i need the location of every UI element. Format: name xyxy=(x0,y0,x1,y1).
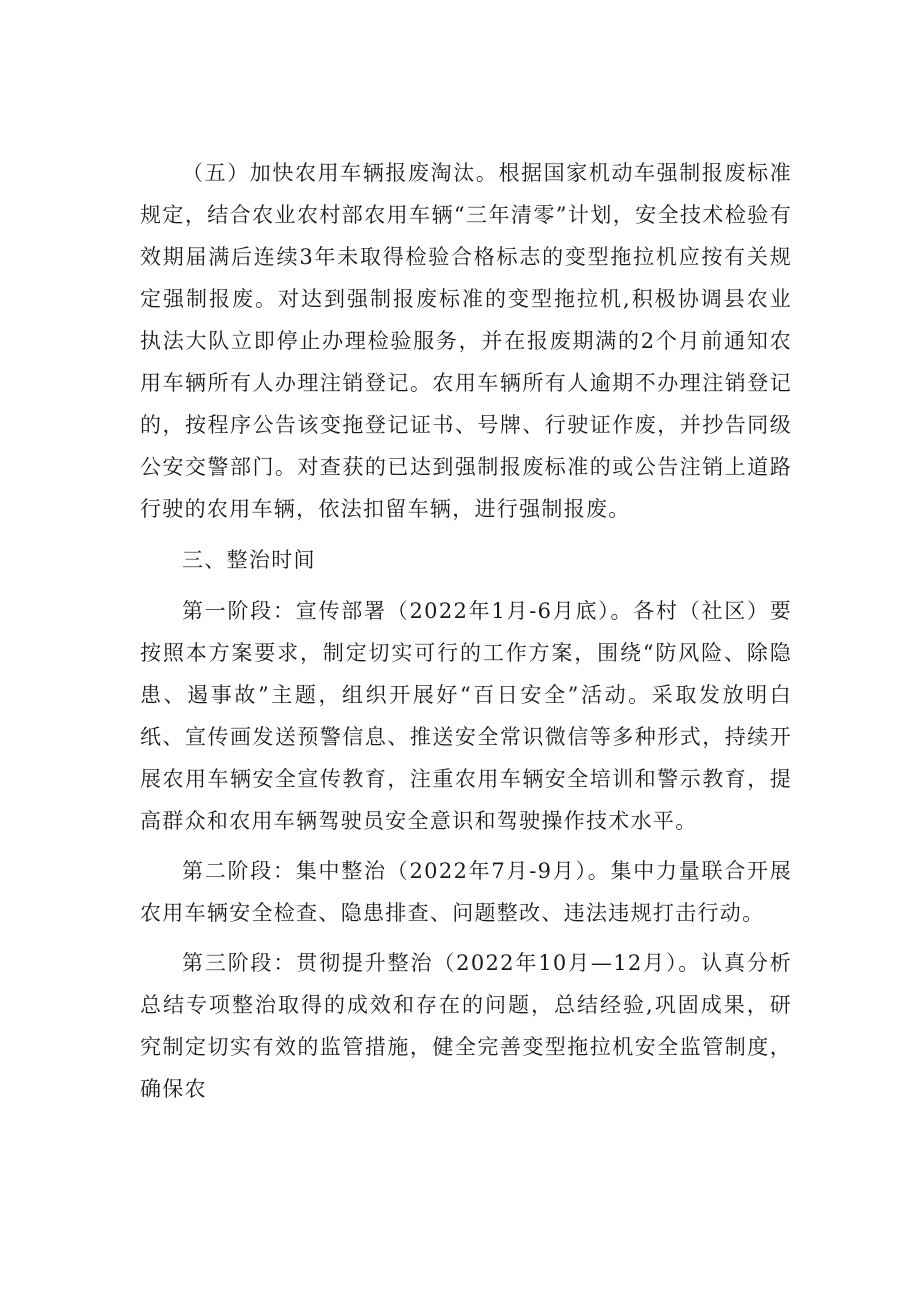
spacer xyxy=(140,842,792,850)
paragraph-phase-three: 第三阶段：贯彻提升整治（2022年10月—12月）。认真分析总结专项整治取得的成效和存在的问题，总结经验,巩固成果，研究制定切实有效的监管措施，健全完善变型拖拉机安全监管制度，确保农 xyxy=(140,951,792,1101)
paragraph-vehicle-scrapping: （五）加快农用车辆报废淘汰。根据国家机动车强制报废标准规定，结合农业农村部农用车辆“三年清零”计划，安全技术检验有效期届满后连续3年未取得检验合格标志的变型拖拉机应按有关规定强制报废。对达到强制报废标准的变型拖拉机,积极协调县农业执法大队立即停止办理检验服务，并在报废期满的2个月前通知农用车辆所有人办理注销登记。农用车辆所有人逾期不办理注销登记的，按程序公告该变拖登记证书、号牌、行驶证作废，并抄告同级公安交警部门。对查获的已达到强制报废标准的或公告注销上道路行驶的农用车辆，依法扣留车辆，进行强制报废。 xyxy=(140,161,792,521)
section-heading-rectification-time: 三、整治时间 xyxy=(182,548,316,572)
spacer xyxy=(140,934,792,942)
paragraph-phase-two: 第二阶段：集中整治（2022年7月-9月）。集中力量联合开展农用车辆安全检查、隐患排查、问题整改、违法违规打击行动。 xyxy=(140,859,792,925)
document-body xyxy=(140,152,792,1110)
spacer xyxy=(140,582,792,590)
spacer xyxy=(140,530,792,538)
paragraph-phase-one: 第一阶段：宣传部署（2022年1月-6月底）。各村（社区）要按照本方案要求，制定切实可行的工作方案，围绕“防风险、除隐患、遏事故”主题，组织开展好“百日安全”活动。采取发放明白纸、宣传画发送预警信息、推送安全常识微信等多种形式，持续开展农用车辆安全宣传教育，注重农用车辆安全培训和警示教育，提高群众和农用车辆驾驶员安全意识和驾驶操作技术水平。 xyxy=(140,599,792,833)
